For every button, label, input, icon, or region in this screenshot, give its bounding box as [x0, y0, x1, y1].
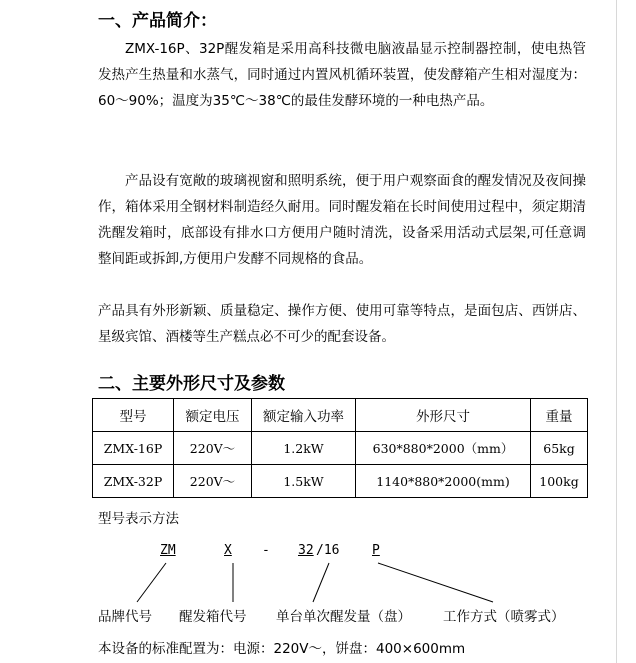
code-brand: ZM	[160, 543, 176, 558]
standard-config: 本设备的标准配置为：电源：220V～，饼盘：400×600mm	[98, 641, 466, 657]
connector-brand	[137, 563, 166, 602]
code-mode: P	[372, 543, 380, 558]
header-power: 额定输入功率	[252, 399, 356, 432]
code-capacity: 32	[298, 543, 314, 558]
label-mode: 工作方式（喷雾式）	[443, 609, 565, 625]
cell-dimensions: 1140*880*2000(mm)	[356, 465, 531, 498]
intro-paragraph-2: 产品设有宽敞的玻璃视窗和照明系统，便于用户观察面食的醒发情况及夜间操作，箱体采用全钢材料制造经久耐用。同时醒发箱在长时间使用过程中，须定期清洗醒发箱时，底部设有排水口方便用户随时清洗，设备采用活动式层架,可任意调整间距或拆卸,方便用户发酵不同规格的食品。	[98, 173, 586, 267]
label-capacity: 单台单次醒发量（盘）	[276, 609, 411, 625]
connector-capacity	[313, 563, 329, 602]
label-brand: 品牌代号	[98, 609, 152, 625]
section2-heading: 二、主要外形尺寸及参数	[98, 374, 285, 394]
section1-heading: 一、产品简介：	[98, 11, 217, 31]
cell-voltage: 220V～	[174, 465, 252, 498]
cell-weight: 100kg	[531, 465, 588, 498]
cell-model: ZMX-32P	[93, 465, 174, 498]
intro-paragraph-1: ZMX-16P、32P醒发箱是采用高科技微电脑液晶显示控制器控制，使电热管发热产生热量和水蒸气，同时通过内置风机循环装置，使发酵箱产生相对湿度为：60～90%；温度为35℃～38℃的最佳发酵环境的一种电热产品。	[98, 41, 586, 109]
cell-voltage: 220V～	[174, 432, 252, 465]
code-type: X	[224, 543, 232, 558]
cell-model: ZMX-16P	[93, 432, 174, 465]
cell-dimensions: 630*880*2000（mm）	[356, 432, 531, 465]
cell-power: 1.2kW	[252, 432, 356, 465]
code-dash: -	[262, 543, 270, 558]
connector-mode	[378, 563, 493, 602]
code-capacity-suffix: /16	[316, 543, 340, 558]
header-dimensions: 外形尺寸	[356, 399, 531, 432]
cell-weight: 65kg	[531, 432, 588, 465]
header-model: 型号	[93, 399, 174, 432]
cell-power: 1.5kW	[252, 465, 356, 498]
intro-paragraph-3: 产品具有外形新颖、质量稳定、操作方便、使用可靠等特点，是面包店、西饼店、星级宾馆、酒楼等生产糕点必不可少的配套设备。	[98, 303, 586, 345]
model-notation-title: 型号表示方法	[98, 511, 179, 527]
label-type: 醒发箱代号	[179, 609, 247, 625]
header-voltage: 额定电压	[174, 399, 252, 432]
header-weight: 重量	[531, 399, 588, 432]
